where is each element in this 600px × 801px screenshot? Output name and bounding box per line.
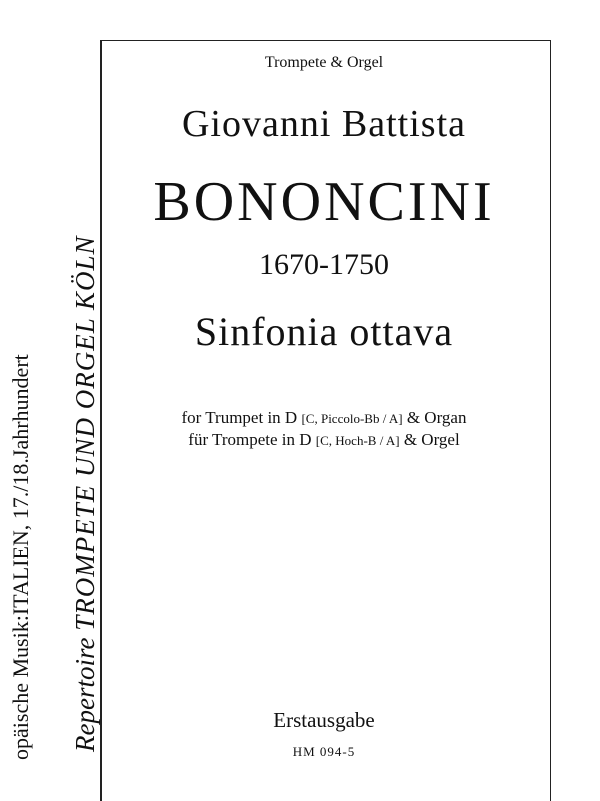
- scoring-german-main: für Trompete in D: [188, 430, 316, 449]
- spine-strip: [0, 0, 104, 768]
- composer-dates: 1670-1750: [259, 248, 389, 281]
- series-label: opäische Musik:ITALIEN, 17./18.Jahrhundert: [8, 354, 33, 760]
- instrumentation-line: Trompete & Orgel: [264, 54, 384, 71]
- composer-surname: BONONCINI: [153, 171, 495, 233]
- scoring-english-alternatives: [C, Piccolo-Bb / A]: [301, 411, 403, 426]
- work-title: Sinfonia ottava: [194, 309, 454, 354]
- scoring-german: [104, 430, 544, 450]
- repertoire-caps: TROMPETE UND ORGEL KÖLN: [70, 235, 100, 631]
- scoring-english-main: for Trumpet in D: [181, 408, 302, 427]
- cover-content: [104, 44, 544, 774]
- composer-first-name: Giovanni Battista: [181, 103, 467, 145]
- scoring-english-tail: & Organ: [402, 408, 467, 427]
- edition-label: Erstausgabe: [273, 708, 375, 732]
- scoring-german-alternatives: [C, Hoch-B / A]: [315, 433, 400, 448]
- repertoire-prefix: Repertoire: [70, 630, 100, 752]
- catalog-number: HM 094-5: [292, 744, 356, 759]
- scoring-english: [104, 408, 544, 428]
- scoring-german-tail: & Orgel: [399, 430, 460, 449]
- repertoire-label: [70, 235, 101, 752]
